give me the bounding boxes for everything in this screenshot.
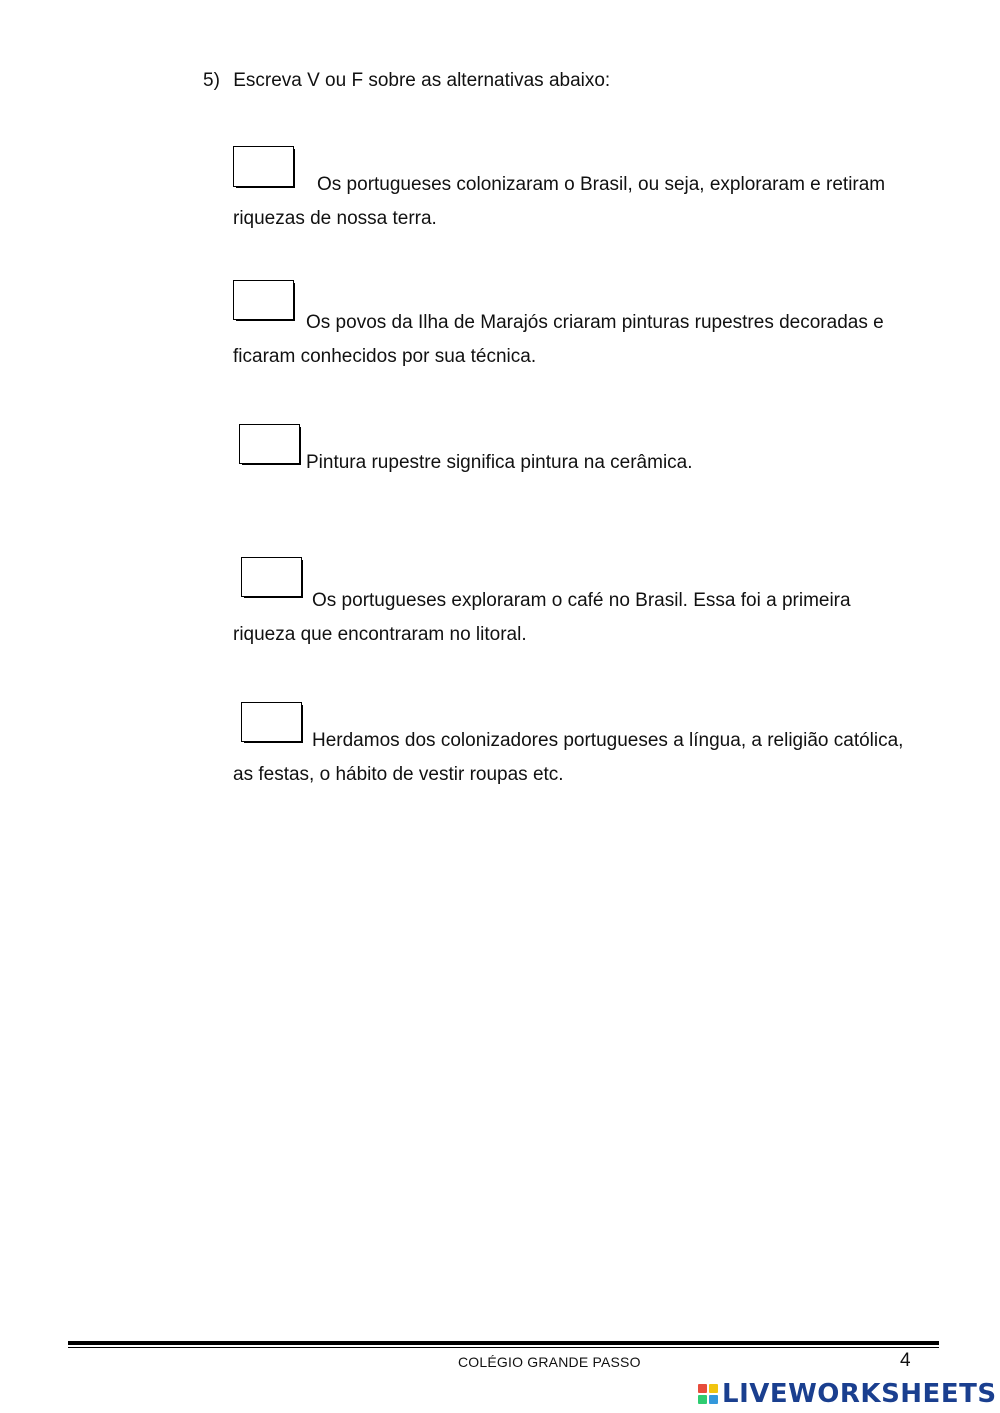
statement-item — [233, 146, 943, 236]
statement-text: Os portugueses exploraram o café no Brasil. Essa foi a primeira — [312, 590, 851, 611]
liveworksheets-logo-icon — [698, 1384, 718, 1404]
statement-item — [233, 424, 943, 484]
footer-divider-thick — [68, 1341, 939, 1345]
footer-school-name: COLÉGIO GRANDE PASSO — [458, 1354, 641, 1370]
question-prompt: Escreva V ou F sobre as alternativas abaixo: — [233, 70, 611, 91]
question-number: 5) — [203, 70, 220, 91]
statement-text: Os povos da Ilha de Marajós criaram pinturas rupestres decoradas e — [306, 312, 884, 333]
answer-box[interactable] — [241, 557, 302, 597]
answer-box[interactable] — [239, 424, 300, 464]
statement-item — [233, 557, 943, 652]
statement-text-continued: riquezas de nossa terra. — [233, 208, 437, 229]
statement-text: Os portugueses colonizaram o Brasil, ou seja, exploraram e retiram — [317, 174, 886, 195]
statement-text: Pintura rupestre significa pintura na cerâmica. — [306, 452, 693, 473]
page-number: 4 — [900, 1350, 911, 1371]
answer-box[interactable] — [233, 280, 294, 320]
watermark-text: LIVEWORKSHEETS — [722, 1379, 997, 1409]
statement-item — [233, 280, 943, 375]
statement-item — [233, 702, 943, 797]
statement-text-continued: riqueza que encontraram no litoral. — [233, 624, 527, 645]
statement-text-continued: as festas, o hábito de vestir roupas etc. — [233, 764, 564, 785]
answer-box[interactable] — [233, 146, 294, 187]
question-header — [203, 68, 610, 94]
footer-divider-thin — [68, 1347, 939, 1348]
answer-box[interactable] — [241, 702, 302, 742]
statement-text: Herdamos dos colonizadores portugueses a língua, a religião católica, — [312, 730, 904, 751]
liveworksheets-watermark — [698, 1378, 997, 1410]
statement-text-continued: ficaram conhecidos por sua técnica. — [233, 346, 537, 367]
